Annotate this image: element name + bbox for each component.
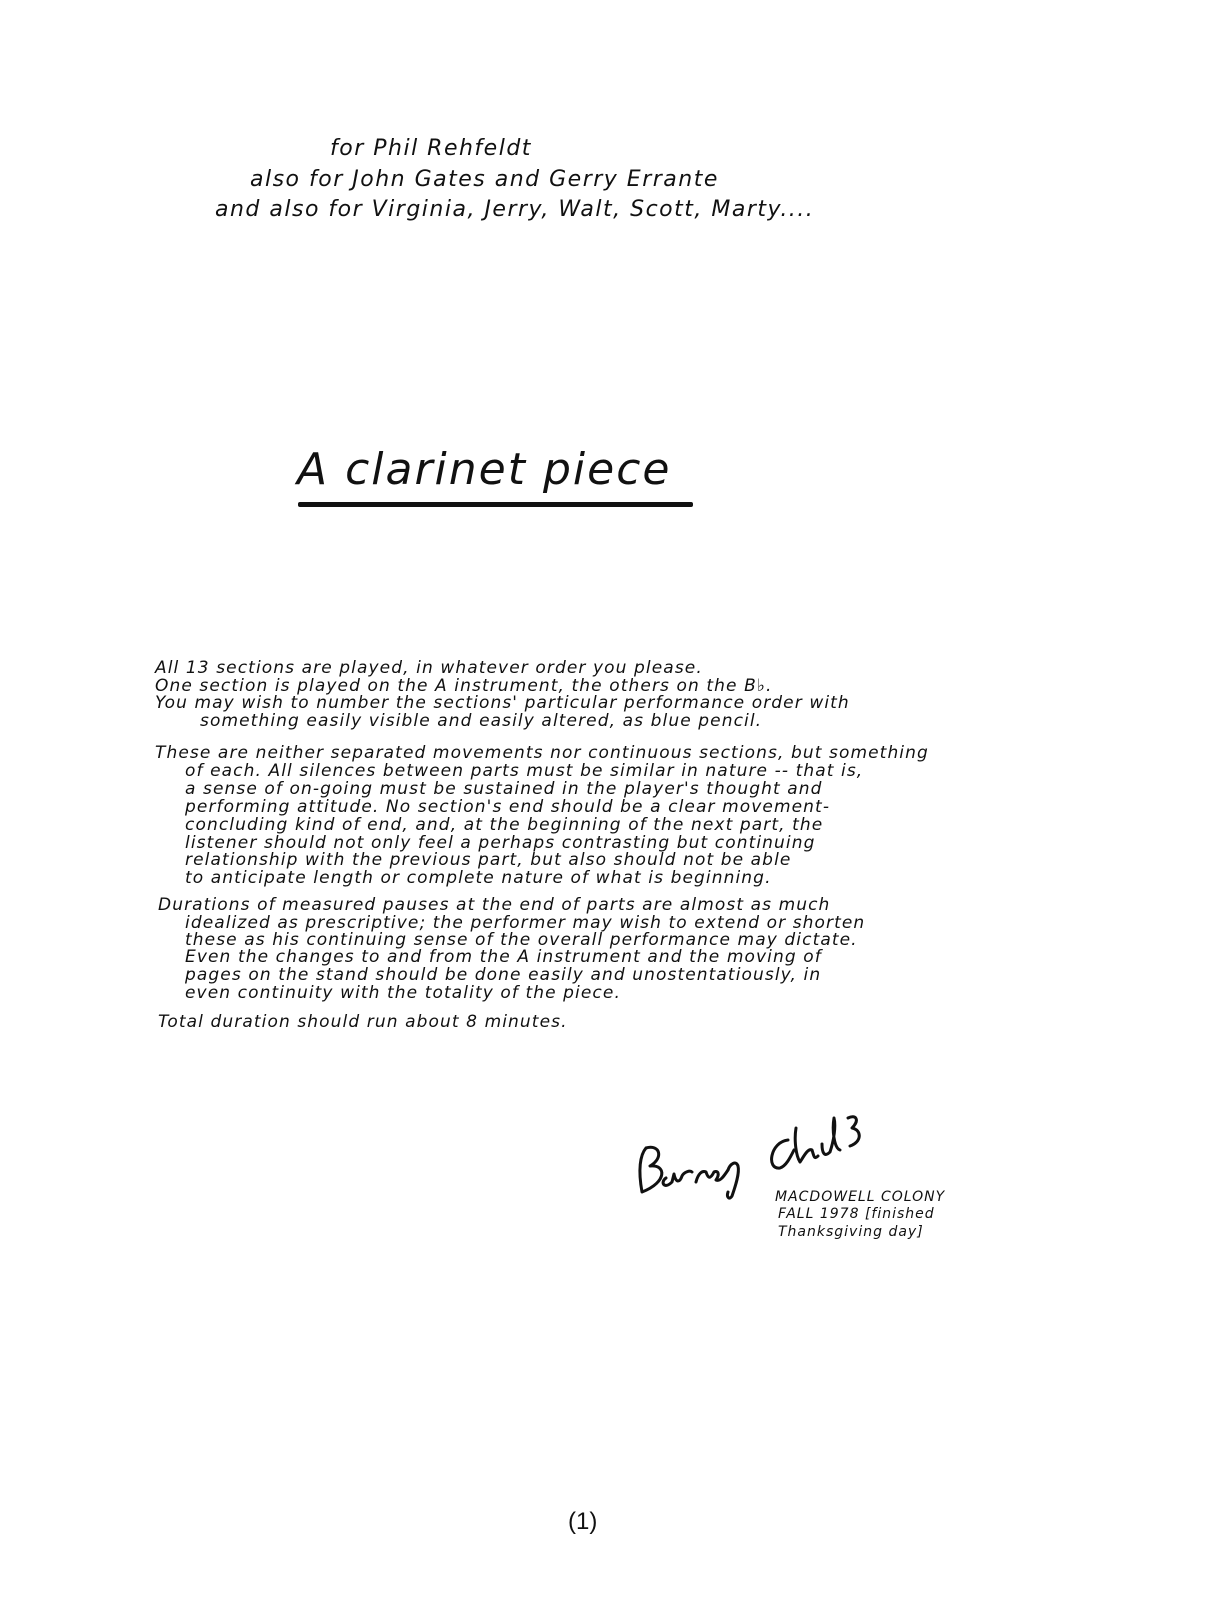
dedication-line-1: for Phil Rehfeldt xyxy=(330,136,532,161)
text-line: a sense of on-going must be sustained in the player's thought and xyxy=(185,779,823,799)
text-line: Durations of measured pauses at the end of parts are almost as much xyxy=(158,895,831,915)
text-line: You may wish to number the sections' particular performance order with xyxy=(155,693,850,713)
text-line: something easily visible and easily altered, as blue pencil. xyxy=(200,711,763,731)
text-line: listener should not only feel a perhaps contrasting but continuing xyxy=(185,833,816,853)
text-line: to anticipate length or complete nature of what is beginning. xyxy=(185,868,772,888)
text-line: Even the changes to and from the A instrument and the moving of xyxy=(185,947,822,967)
dedication-line-2: also for John Gates and Gerry Errante xyxy=(250,167,719,192)
location-line-1: MACDOWELL COLONY xyxy=(775,1189,946,1205)
title-underline xyxy=(298,502,693,507)
dedication-line-3: and also for Virginia, Jerry, Walt, Scott, Marty.... xyxy=(215,197,815,222)
text-line: One section is played on the A instrument, the others on the B♭. xyxy=(155,676,773,696)
text-line: idealized as prescriptive; the performer may wish to extend or shorten xyxy=(185,913,866,933)
text-line: relationship with the previous part, but also should not be able xyxy=(185,850,792,870)
page-title: A clarinet piece xyxy=(297,444,672,495)
text-line: All 13 sections are played, in whatever order you please. xyxy=(155,658,703,678)
text-line: performing attitude. No section's end should be a clear movement- xyxy=(185,797,831,817)
location-line-2: FALL 1978 [finished xyxy=(778,1206,935,1222)
text-line: of each. All silences between parts must be similar in nature -- that is, xyxy=(185,761,864,781)
text-line: even continuity with the totality of the piece. xyxy=(185,983,621,1003)
text-line: Total duration should run about 8 minutes. xyxy=(158,1012,568,1032)
text-line: pages on the stand should be done easily and unostentatiously, in xyxy=(185,965,822,985)
text-line: These are neither separated movements nor continuous sections, but something xyxy=(155,743,929,763)
page-number: (1) xyxy=(568,1508,598,1535)
text-line: these as his continuing sense of the overall performance may dictate. xyxy=(185,930,858,950)
location-line-3: Thanksgiving day] xyxy=(778,1224,924,1240)
text-line: concluding kind of end, and, at the beginning of the next part, the xyxy=(185,815,824,835)
